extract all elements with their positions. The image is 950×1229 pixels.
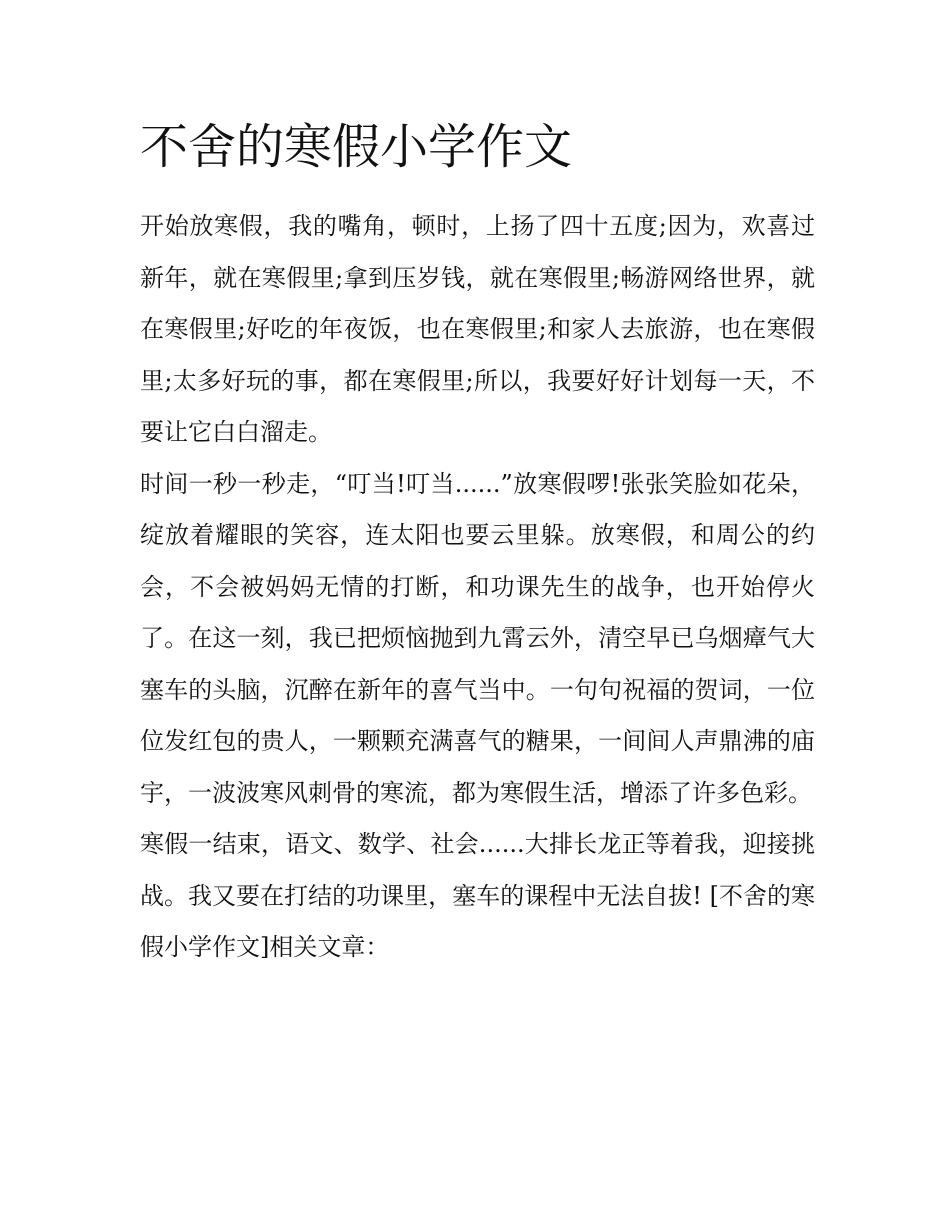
paragraph-3: 寒假一结束，语文、数学、社会......大排长龙正等着我，迎接挑战。我又要在打结的功课里，塞车的课程中无法自拔! [不舍的寒假小学作文]相关文章： (140, 830, 815, 961)
paragraph-list (140, 201, 815, 974)
paragraph-2: 时间一秒一秒走，“叮当!叮当......”放寒假啰!张张笑脸如花朵，绽放着耀眼的笑容，连太阳也要云里躲。放寒假，和周公的约会，不会被妈妈无情的打断，和功课先生的战争，也开始停火了。在这一刻，我已把烦恼抛到九霄云外，清空早已乌烟瘴气大塞车的头脑，沉醉在新年的喜气当中。一句句祝福的贺词，一位位发红包的贵人，一颗颗充满喜气的糖果，一间间人声鼎沸的庙宇，一波波寒风刺骨的寒流，都为寒假生活，增添了许多色彩。 (140, 469, 815, 807)
document-body (140, 115, 815, 974)
paragraph-1: 开始放寒假，我的嘴角，顿时，上扬了四十五度;因为，欢喜过新年，就在寒假里;拿到压岁钱，就在寒假里;畅游网络世界，就在寒假里;好吃的年夜饭，也在寒假里;和家人去旅游，也在寒假里;太多好玩的事，都在寒假里;所以，我要好好计划每一天，不要让它白白溜走。 (140, 212, 815, 446)
document-title: 不舍的寒假小学作文 (140, 119, 573, 175)
